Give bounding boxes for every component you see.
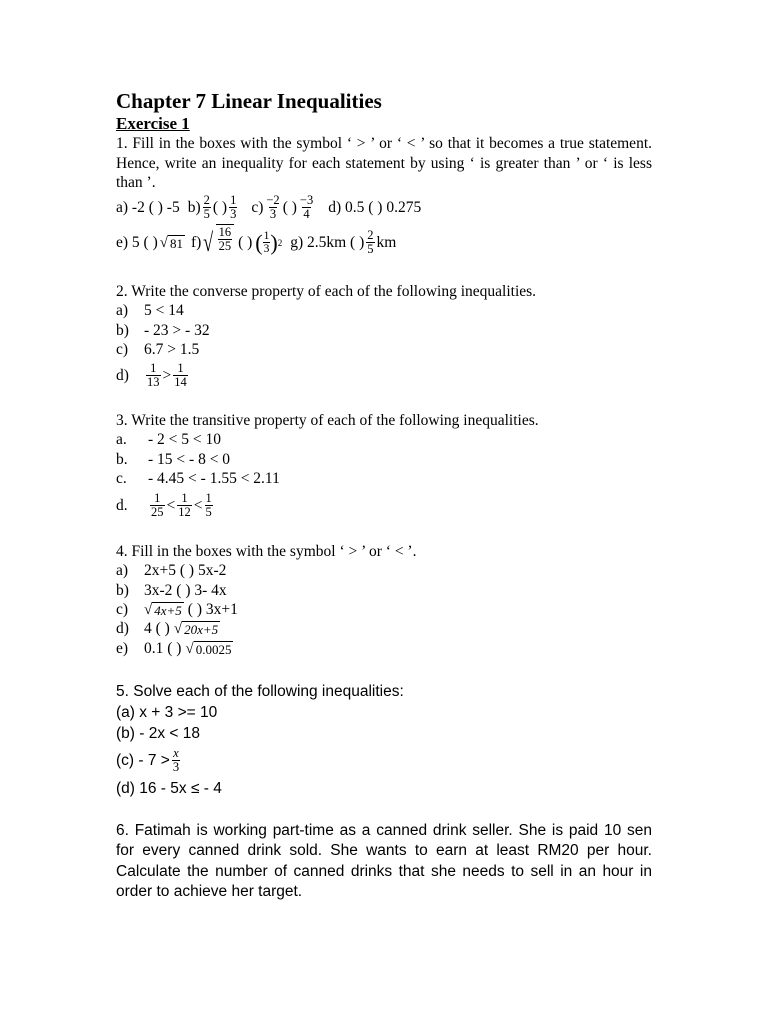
spacer [116,799,652,821]
item-label: a) [116,302,129,319]
radicand: 0.0025 [195,641,232,657]
q1-e-sqrt [160,235,185,251]
fraction-numerator: 2 [203,193,210,207]
item-label: b) [116,321,129,339]
fraction-denominator: 3 [263,243,270,255]
inequality-symbol: < [166,496,176,514]
q5-item-d: (d) 16 - 5x ≤ - 4 [116,779,222,797]
question-2-text: 2. Write the converse property of each of the following inequalities. [116,282,537,300]
fraction-denominator: 3 [269,207,277,221]
question-4 [116,542,652,659]
q5-item-c [116,744,652,778]
q1-c-fraction-2 [299,194,314,221]
item-label: a) [116,562,129,579]
exercise-heading: Exercise 1 [116,114,190,133]
page-title: Chapter 7 Linear Inequalities [116,89,382,113]
q4-item-d [116,620,652,640]
q5-item-a: (a) x + 3 >= 10 [116,703,218,721]
q4-item-e [116,639,652,659]
radicand: 20x+5 [184,622,219,638]
spacer [116,523,652,542]
q1-b-fraction-2 [229,194,237,221]
q4-c-sqrt [144,602,184,618]
fraction-numerator: 1 [230,193,237,207]
close-paren: ) [270,229,278,255]
fraction-numerator: 1 [177,361,184,375]
q4-item [116,581,652,601]
item-value: (c) - 7 > [116,751,170,769]
q1-item-a: a) -2 ( ) -5 [116,198,180,216]
item-value: 4 ( ) [144,620,170,638]
inequality-symbol: < [193,496,203,514]
q3-d-fraction-2 [177,492,192,519]
q1-item-g-label: g) 2.5km ( ) [290,233,365,251]
item-label: e) [116,639,129,657]
radicand: 4x+5 [154,602,182,618]
q5-item-b: (b) - 2x < 18 [116,724,200,742]
q4-item [116,561,652,581]
q5-c-fraction [172,747,180,774]
spacer [116,263,652,282]
item-label: c. [116,470,127,487]
q1-c-box: ( ) [282,198,297,216]
q4-item-c [116,600,652,620]
item-value: - 4.45 < - 1.55 < 2.11 [148,470,280,487]
item-value: 6.7 > 1.5 [144,341,200,358]
q1-b-box: ( ) [212,198,228,216]
fraction-numerator: 1 [150,361,157,375]
q2-item-d [116,360,652,392]
question-1 [116,134,652,263]
fraction-numerator: 16 [218,224,232,239]
worksheet-page [116,88,652,903]
radical-sign: √ [203,227,214,257]
question-1-text: 1. Fill in the boxes with the symbol ‘ > ’ or ‘ < ’ so that it becomes a true statement. Hence, write an inequality for each statement by using ‘ is greater than ’ or ‘ is less than ’. [116,135,652,191]
fraction-numerator: 1 [263,230,270,242]
q1-item-d: d) 0.5 ( ) 0.275 [328,198,422,216]
spacer [116,392,652,411]
fraction-denominator: 5 [205,505,212,519]
q1-item-f-label: f) [190,233,202,251]
radicand [216,224,235,253]
fraction-denominator: 3 [230,207,237,221]
q3-d-fraction-3 [205,492,213,519]
fraction-numerator: −3 [299,193,314,207]
radicand: 81 [169,235,183,251]
q2-d-fraction-1 [146,362,161,389]
question-5 [116,681,652,799]
q3-item-d [116,489,652,523]
question-1-row-1 [116,193,652,223]
item-value: - 2 < 5 < 10 [148,431,222,448]
q1-b-fraction-1 [203,194,211,221]
fraction-numerator: 1 [181,491,188,505]
item-value: - 23 > - 32 [144,321,210,339]
item-label: d) [116,620,129,638]
item-label: b. [116,450,128,468]
question-4-text: 4. Fill in the boxes with the symbol ‘ > ’ or ‘ < ’. [116,542,417,560]
item-label: a. [116,431,127,448]
fraction-numerator: 1 [205,491,212,505]
fraction-denominator: 13 [147,375,160,389]
radical-sign: √ [144,601,153,618]
q2-item [116,340,652,360]
q1-c-fraction-1 [265,194,280,221]
fraction-denominator: 5 [367,242,374,256]
q1-item-e-label: e) 5 ( ) [116,233,158,251]
q3-d-fraction-1 [150,492,165,519]
radical-sign: √ [185,640,194,657]
q3-item [116,450,652,470]
q3-item [116,469,652,489]
question-2 [116,282,652,392]
fraction-numerator: 1 [154,491,161,505]
question-3 [116,411,652,523]
q2-item [116,301,652,321]
q2-d-fraction-2 [173,362,188,389]
fraction-denominator: 25 [218,238,232,253]
inequality-symbol: > [162,366,172,384]
question-5-text: 5. Solve each of the following inequalities: [116,682,404,700]
radical-sign: √ [173,621,183,638]
item-value: 3x-2 ( ) 3- 4x [144,581,227,599]
q1-f-box: ( ) [238,233,253,251]
item-value: ( ) 3x+1 [187,600,238,618]
fraction-numerator: −2 [266,193,280,207]
question-1-row-2 [116,223,652,263]
item-value: - 15 < - 8 < 0 [148,450,231,468]
q1-f-fraction-2 [263,230,271,255]
q1-g-unit: km [376,233,397,251]
fraction-numerator: 2 [367,228,374,242]
item-label: d) [116,366,129,384]
item-label: d. [116,496,128,514]
q1-f-sqrt [201,224,234,262]
question-6 [116,821,652,903]
item-value: 0.1 ( ) [144,639,182,657]
fraction-denominator: 25 [151,505,164,519]
q1-item-b-label: b) [187,198,201,216]
item-label: c) [116,600,129,618]
fraction-denominator: 12 [178,505,191,519]
q1-g-fraction [366,229,374,256]
open-paren: ( [255,229,263,255]
q4-d-sqrt [174,621,220,637]
question-6-text: 6. Fatimah is working part-time as a canned drink seller. She is paid 10 sen for every canned drink sold. She wants to earn at least RM20 per hour. Calculate the number of canned drinks that she needs to sell in an hour in order to achieve her target. [116,821,652,900]
fraction-denominator: 4 [303,207,310,221]
item-value: 5 < 14 [144,302,184,319]
fraction-denominator: 14 [174,375,187,389]
item-label: b) [116,581,129,599]
item-label: c) [116,341,129,358]
q2-item [116,321,652,341]
q3-item [116,430,652,450]
q1-item-c-label: c) [251,198,264,216]
question-3-text: 3. Write the transitive property of each of the following inequalities. [116,411,539,429]
exponent: 2 [277,237,283,248]
fraction-denominator: 3 [172,760,180,774]
q1-f-fraction [218,226,233,253]
fraction-denominator: 5 [203,207,210,221]
radical-sign: √ [159,234,168,251]
q4-e-sqrt [185,641,233,657]
item-value: 2x+5 ( ) 5x-2 [144,562,227,579]
fraction-numerator: x [173,746,179,760]
spacer [116,659,652,681]
